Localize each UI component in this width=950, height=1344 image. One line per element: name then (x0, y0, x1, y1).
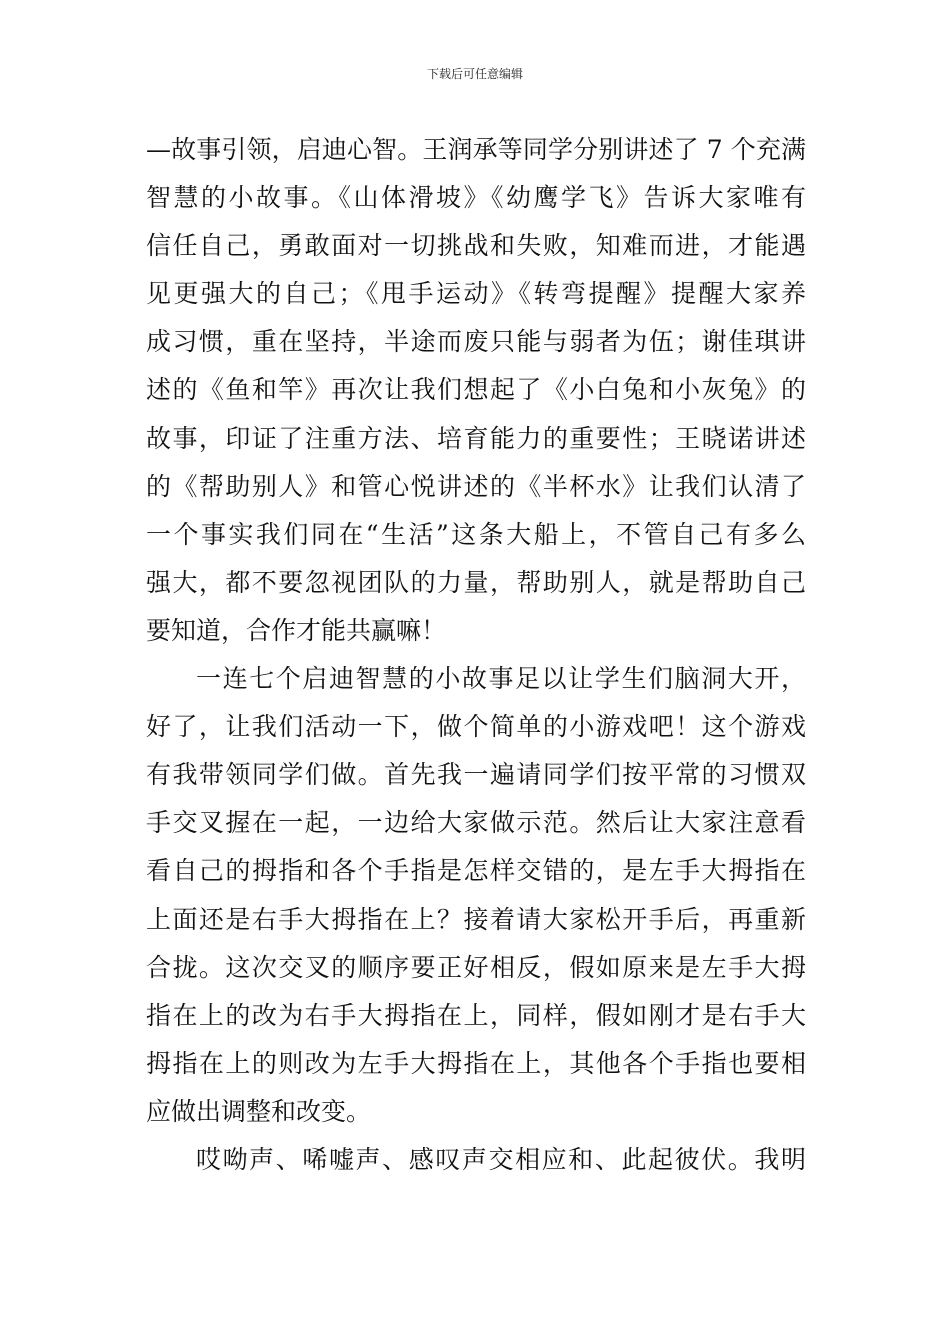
text-line: 智慧的小故事。《山体滑坡》《幼鹰学飞》告诉大家唯有 (146, 183, 806, 213)
text-line: 一连七个启迪智慧的小故事足以让学生们脑洞大开， (196, 664, 806, 694)
text-line: 手交叉握在一起，一边给大家做示范。然后让大家注意看 (146, 808, 806, 838)
page-header: 下载后可任意编辑 (426, 67, 523, 81)
text-line: 强大，都不要忽视团队的力量，帮助别人，就是帮助自己 (146, 567, 806, 597)
text-line: 成习惯，重在坚持，半途而废只能与弱者为伍；谢佳琪讲 (146, 327, 806, 357)
text-line: 哎呦声、唏嘘声、感叹声交相应和、此起彼伏。我明 (196, 1144, 806, 1174)
text-line: 看自己的拇指和各个手指是怎样交错的，是左手大拇指在 (146, 856, 806, 886)
text-line: 指在上的改为右手大拇指在上，同样，假如刚才是右手大 (146, 1000, 806, 1030)
text-line: 拇指在上的则改为左手大拇指在上，其他各个手指也要相 (146, 1048, 806, 1078)
text-line: 一个事实我们同在“生活”这条大船上，不管自己有多么 (146, 519, 806, 549)
text-line: 述的《鱼和竿》再次让我们想起了《小白兔和小灰兔》的 (146, 375, 806, 405)
text-line: 好了，让我们活动一下，做个简单的小游戏吧！这个游戏 (146, 712, 806, 742)
text-line: 信任自己，勇敢面对一切挑战和失败，知难而进，才能遇 (146, 231, 806, 261)
text-line: —故事引领，启迪心智。王润承等同学分别讲述了 7 个充满 (146, 135, 806, 164)
text-line: 有我带领同学们做。首先我一遍请同学们按平常的习惯双 (146, 760, 806, 790)
text-line: 故事，印证了注重方法、培育能力的重要性；王晓诺讲述 (146, 423, 806, 453)
text-line: 上面还是右手大拇指在上？接着请大家松开手后，再重新 (146, 904, 806, 934)
text-line: 应做出调整和改变。 (146, 1096, 372, 1126)
text-line: 见更强大的自己；《甩手运动》《转弯提醒》提醒大家养 (146, 279, 806, 309)
text-line: 合拢。这次交叉的顺序要正好相反，假如原来是左手大拇 (146, 952, 806, 982)
text-line: 要知道，合作才能共赢嘛！ (146, 615, 447, 645)
document-body (146, 126, 806, 1184)
text-line: 的《帮助别人》和管心悦讲述的《半杯水》让我们认清了 (146, 471, 806, 501)
